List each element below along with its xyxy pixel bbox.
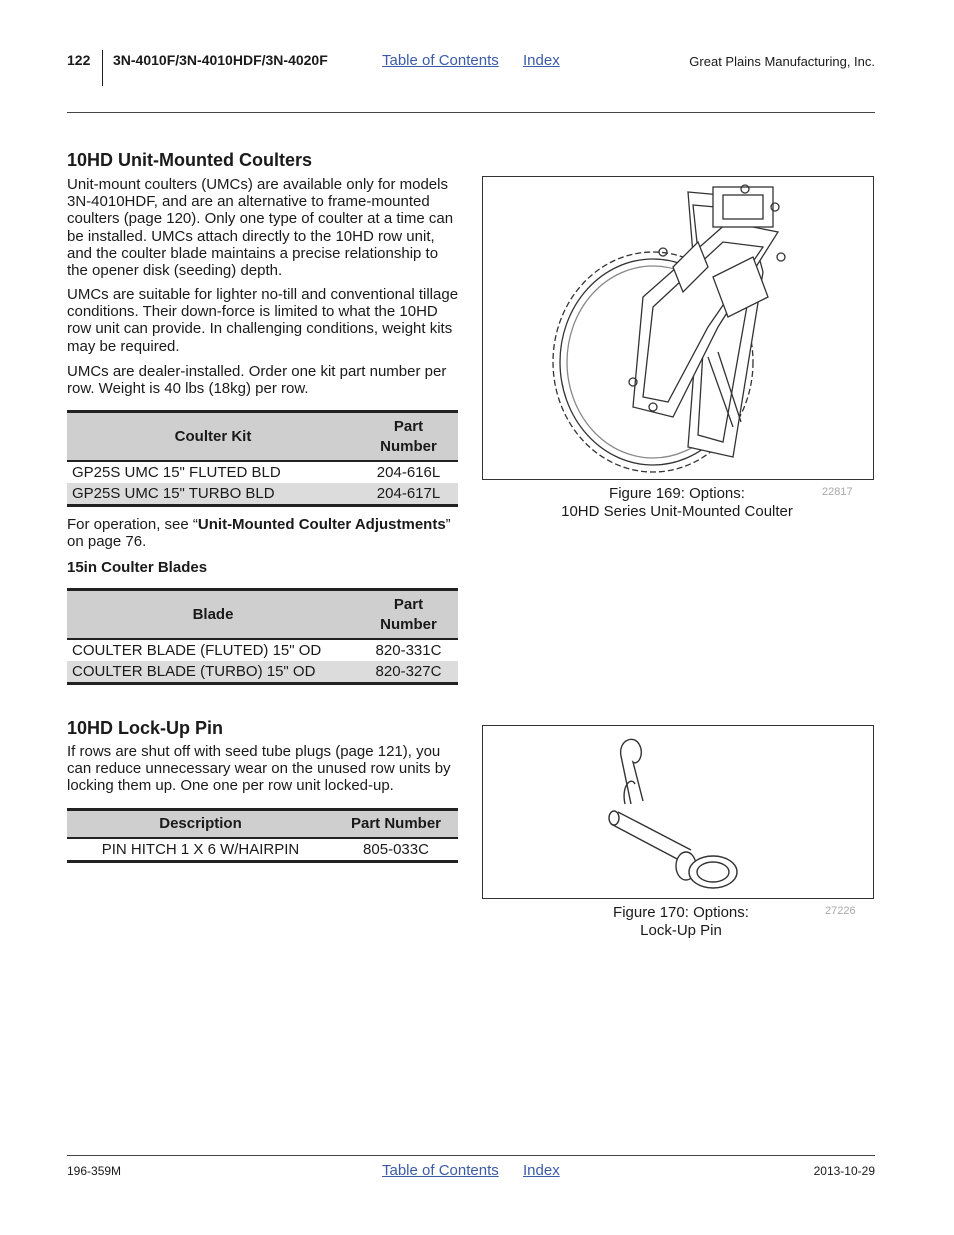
- figure-169-frame: [482, 176, 874, 480]
- row-part-number: 820-331C: [375, 642, 442, 659]
- coulter-kit-table: [67, 410, 458, 507]
- row-description: PIN HITCH 1 X 6 W/HAIRPIN: [67, 838, 334, 862]
- footer-index-link[interactable]: Index: [523, 1162, 560, 1179]
- operation-reference: For operation, see “Unit-Mounted Coulter Adjustments” on page 76.: [67, 516, 451, 551]
- table-row: [67, 838, 458, 862]
- umc-paragraph-3: UMCs are dealer-installed. Order one kit part number per row. Weight is 40 lbs (18kg) per row.: [67, 363, 447, 398]
- figure-170-frame: [482, 725, 874, 899]
- coulter-illustration: [483, 177, 873, 479]
- figure-170-number: 27226: [825, 905, 856, 917]
- operation-link-text: Unit-Mounted Coulter Adjustments: [197, 516, 446, 533]
- figure-169-number: 22817: [822, 486, 853, 498]
- row-part-number: 805-033C: [334, 838, 458, 862]
- header-rule: [67, 112, 875, 113]
- row-description: GP25S UMC 15" FLUTED BLD: [72, 464, 281, 481]
- footer-toc-link[interactable]: Table of Contents: [382, 1162, 499, 1179]
- col-header-part-number: Part Number: [334, 810, 458, 839]
- col-header-coulter-kit: Coulter Kit: [67, 412, 359, 462]
- coulter-blade-table: [67, 588, 458, 685]
- figure-169-caption: Figure 169: Options: 10HD Series Unit-Mounted Coulter: [561, 485, 793, 520]
- row-description: COULTER BLADE (TURBO) 15" OD: [67, 661, 359, 684]
- model-title: 3N-4010F/3N-4010HDF/3N-4020F: [113, 52, 328, 68]
- row-part-number: 204-616L: [376, 464, 441, 481]
- umc-paragraph-1: Unit-mount coulters (UMCs) are available only for models 3N-4010HDF, and are an alternative to frame-mounted coulters (page 120). Only one type of coulter at a time can be installed. UMCs attach directly to the 10HD row unit, and the coulter blade maintains a precise relationship to the opener disk (seeding) depth.: [67, 176, 454, 280]
- company-name: Great Plains Manufacturing, Inc.: [689, 54, 875, 69]
- header-index-link[interactable]: Index: [523, 52, 560, 69]
- row-part-number: 204-617L: [359, 483, 458, 506]
- col-header-part-number: Part Number: [359, 412, 458, 462]
- section-title-lockup-pin: 10HD Lock-Up Pin: [67, 718, 224, 738]
- table-row: [67, 483, 458, 506]
- header-toc-link[interactable]: Table of Contents: [382, 52, 499, 69]
- row-description: GP25S UMC 15" TURBO BLD: [67, 483, 359, 506]
- lockup-pin-illustration: [483, 726, 873, 898]
- publication-date: 2013-10-29: [813, 1164, 875, 1178]
- row-part-number: 820-327C: [359, 661, 458, 684]
- row-description: COULTER BLADE (FLUTED) 15" OD: [72, 642, 322, 659]
- umc-paragraph-2: UMCs are suitable for lighter no-till and conventional tillage conditions. Their down-force is limited to what the 10HD row unit can provide. In challenging conditions, weight kits may be required.: [67, 286, 459, 355]
- col-header-description: Description: [67, 810, 334, 839]
- document-number: 196-359M: [67, 1164, 122, 1178]
- col-header-blade: Blade: [67, 590, 359, 640]
- col-header-part-number: Part Number: [359, 590, 458, 640]
- table-row: [67, 639, 458, 661]
- table-row: [67, 461, 458, 483]
- figure-170-caption: Figure 170: Options: Lock-Up Pin: [613, 904, 749, 939]
- table-row: [67, 661, 458, 684]
- footer-rule: [67, 1155, 875, 1156]
- page-number: 122: [67, 52, 91, 68]
- header-divider: [102, 50, 103, 86]
- section-title-umc: 10HD Unit-Mounted Coulters: [67, 150, 312, 170]
- lockup-paragraph: If rows are shut off with seed tube plugs (page 121), you can reduce unnecessary wear on the unused row units by locking them up. One one per row unit locked-up.: [67, 743, 451, 795]
- lockup-pin-table: [67, 808, 458, 863]
- subsection-title-blades: 15in Coulter Blades: [67, 559, 208, 576]
